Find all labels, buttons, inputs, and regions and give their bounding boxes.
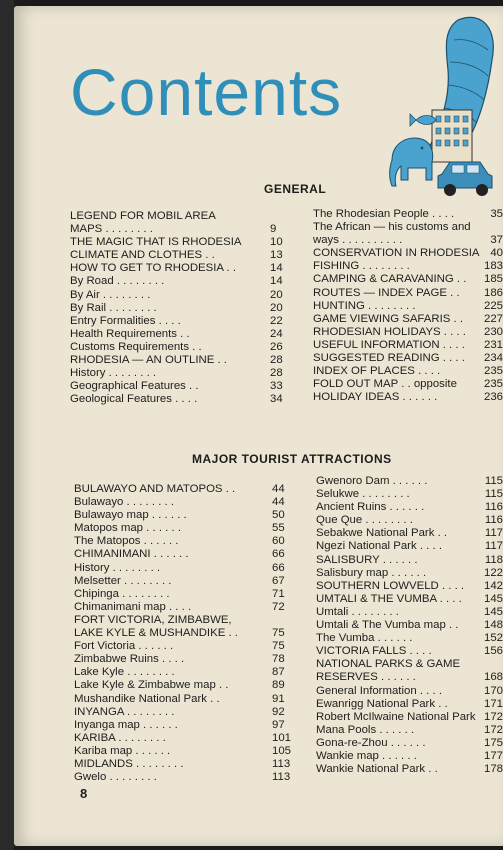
toc-entry	[74, 706, 284, 719]
toc-entry-label: Entry Formalities . . . .	[70, 314, 181, 327]
toc-entry-page: 235	[483, 378, 503, 391]
toc-entry-label: The Matopos . . . . . .	[74, 535, 179, 548]
toc-entry-label: Ngezi National Park . . . .	[316, 540, 442, 553]
toc-entry	[316, 685, 503, 698]
toc-entry-label: Inyanga map . . . . . .	[74, 718, 178, 731]
toc-entry	[70, 210, 280, 223]
toc-entry	[74, 719, 284, 732]
toc-entry	[313, 273, 503, 286]
toc-entry-page: 89	[272, 679, 285, 692]
toc-entry-page: 97	[272, 718, 285, 731]
toc-entry	[313, 247, 503, 260]
toc-entry	[313, 326, 503, 339]
toc-entry-label: KARIBA . . . . . . . .	[74, 731, 166, 744]
toc-entry-label: INDEX OF PLACES . . . .	[313, 365, 441, 378]
toc-entry-label: Selukwe . . . . . . . .	[316, 488, 410, 501]
toc-entry-label: Gwelo . . . . . . . .	[74, 771, 157, 784]
toc-entry-label: THE MAGIC THAT IS RHODESIA	[70, 236, 242, 249]
toc-entry	[70, 223, 280, 236]
toc-entry-page: 50	[272, 509, 285, 522]
toc-entry-label: Gona-re-Zhou . . . . . .	[316, 736, 426, 749]
toc-entry	[316, 750, 503, 763]
toc-entry	[316, 698, 503, 711]
toc-entry-page: 91	[272, 692, 285, 705]
toc-entry-page: 33	[270, 380, 283, 393]
toc-entry-page: 40	[490, 247, 503, 260]
toc-entry-page: 78	[272, 653, 285, 666]
toc-entry-page: 26	[270, 340, 283, 353]
toc-entry-page: 55	[272, 522, 285, 535]
toc-entry	[316, 527, 503, 540]
toc-entry-label: The African — his customs and	[313, 221, 471, 234]
toc-entry-label: By Road . . . . . . . .	[70, 275, 165, 288]
toc-entry	[74, 548, 284, 561]
toc-entry-page: 168	[483, 671, 503, 684]
toc-entry-page: 115	[484, 475, 503, 487]
toc-entry	[316, 514, 503, 527]
toc-entry-page: 92	[272, 705, 285, 718]
toc-entry	[70, 275, 283, 288]
toc-entry-label: Geographical Features . .	[70, 380, 199, 393]
toc-entry	[316, 645, 503, 658]
toc-entry	[316, 580, 503, 593]
toc-entry	[316, 567, 503, 580]
toc-entry	[70, 327, 283, 341]
toc-entry-label: Wankie map . . . . . .	[316, 749, 417, 762]
section-heading-major-attractions: MAJOR TOURIST ATTRACTIONS	[192, 452, 392, 466]
general-left-column	[70, 210, 283, 406]
toc-entry-label: Ewanrigg National Park . .	[316, 697, 448, 710]
page-title: Contents	[70, 55, 343, 129]
toc-entry-label: Robert McIlwaine National Park	[316, 710, 476, 723]
toc-entry-label: Chimanimani map . . . .	[74, 600, 192, 613]
toc-entry	[70, 314, 283, 328]
toc-entry-label: Mana Pools . . . . . .	[316, 723, 415, 736]
toc-entry-page: 186	[483, 286, 503, 299]
toc-entry	[316, 711, 503, 724]
toc-entry	[313, 352, 503, 365]
toc-entry-page: 142	[483, 579, 503, 592]
toc-entry-label: Zimbabwe Ruins . . . .	[74, 653, 185, 666]
toc-entry-page: 115	[484, 488, 503, 501]
toc-entry-label: CHIMANIMANI . . . . . .	[74, 548, 189, 561]
toc-entry-label: By Rail . . . . . . . .	[70, 301, 157, 314]
toc-entry-page: 14	[270, 275, 283, 288]
toc-entry-label: LEGEND FOR MOBIL AREA	[70, 210, 216, 222]
toc-entry-label: MIDLANDS . . . . . . . .	[74, 757, 184, 770]
toc-entry-label: Bulawayo . . . . . . . .	[74, 496, 175, 509]
toc-entry-page: 105	[272, 744, 292, 757]
toc-entry	[313, 391, 503, 404]
toc-entry	[316, 593, 503, 606]
major-left-column	[74, 483, 292, 784]
toc-entry	[74, 771, 291, 784]
toc-entry-page: 34	[270, 393, 283, 406]
toc-entry-label: CAMPING & CARAVANING . .	[313, 273, 467, 286]
toc-entry-label: Sebakwe National Park . .	[316, 527, 448, 540]
toc-entry	[316, 501, 503, 514]
toc-entry	[70, 236, 283, 249]
toc-entry	[74, 614, 284, 627]
toc-entry-page: 10	[270, 236, 283, 249]
toc-entry-page: 116	[484, 501, 503, 514]
toc-entry-page: 71	[272, 587, 285, 600]
toc-entry-label: Umtali & The Vumba map . .	[316, 619, 459, 632]
toc-entry	[70, 340, 283, 354]
toc-entry-page: 236	[483, 391, 503, 404]
toc-entry	[316, 724, 503, 737]
section-heading-general: GENERAL	[264, 182, 327, 196]
toc-entry-label: Kariba map . . . . . .	[74, 744, 171, 757]
toc-entry	[74, 693, 284, 706]
toc-entry	[74, 588, 284, 601]
toc-entry	[313, 378, 503, 391]
toc-entry-page: 183	[483, 260, 503, 273]
toc-entry-label: SALISBURY . . . . . .	[316, 553, 418, 566]
toc-entry-page: 66	[272, 548, 285, 561]
toc-entry-label: BULAWAYO AND MATOPOS . .	[74, 483, 236, 495]
toc-entry	[316, 671, 503, 684]
toc-entry	[316, 737, 503, 750]
toc-entry-label: SOUTHERN LOWVELD . . . .	[316, 579, 465, 592]
toc-entry-label: Que Que . . . . . . . .	[316, 514, 413, 527]
toc-entry-page: 113	[272, 757, 291, 770]
toc-entry-label: Mushandike National Park . .	[74, 692, 220, 705]
toc-entry-label: The Vumba . . . . . .	[316, 632, 413, 645]
toc-entry-page: 148	[483, 619, 503, 632]
toc-entry-label: History . . . . . . . .	[70, 367, 157, 380]
toc-entry-label: RHODESIAN HOLIDAYS . . . .	[313, 325, 466, 338]
toc-entry-label: The Rhodesian People . . . .	[313, 208, 455, 220]
toc-entry	[70, 249, 283, 262]
toc-entry-label: Ancient Ruins . . . . . .	[316, 501, 425, 514]
toc-entry-page: 230	[483, 325, 503, 338]
toc-entry-page: 101	[272, 731, 292, 744]
toc-entry-page: 234	[483, 352, 503, 365]
toc-entry	[313, 300, 503, 313]
toc-entry	[313, 234, 503, 247]
toc-entry-label: Umtali . . . . . . . .	[316, 605, 399, 618]
toc-entry-label: Geological Features . . . .	[70, 393, 198, 406]
toc-entry-page: 172	[483, 710, 503, 723]
toc-entry-page: 117	[484, 540, 503, 553]
toc-entry-page: 9	[270, 223, 277, 236]
toc-entry-label: FISHING . . . . . . . .	[313, 260, 410, 273]
toc-entry	[70, 262, 283, 275]
toc-entry-label: HOW TO GET TO RHODESIA . .	[70, 262, 237, 275]
toc-entry-label: Customs Requirements . .	[70, 340, 202, 353]
toc-entry	[74, 509, 284, 522]
toc-entry-page: 152	[483, 632, 503, 645]
toc-entry-label: GAME VIEWING SAFARIS . .	[313, 312, 464, 325]
toc-entry-page: 145	[483, 592, 503, 605]
toc-entry	[74, 496, 284, 509]
toc-entry	[74, 562, 284, 575]
toc-entry	[70, 380, 283, 393]
toc-entry	[70, 367, 283, 380]
toc-entry	[74, 575, 284, 588]
toc-entry-page: 178	[483, 763, 503, 776]
major-right-column	[316, 475, 503, 776]
toc-entry-label: INYANGA . . . . . . . .	[74, 705, 175, 718]
book-page	[14, 6, 503, 846]
toc-entry-page: 20	[270, 288, 283, 301]
toc-entry-label: MAPS . . . . . . . .	[70, 223, 153, 236]
toc-entry	[70, 393, 283, 406]
toc-entry-page: 14	[270, 262, 283, 275]
toc-entry-label: Chipinga . . . . . . . .	[74, 587, 170, 600]
toc-entry-label: General Information . . . .	[316, 684, 442, 697]
toc-entry-page: 66	[272, 561, 285, 574]
toc-entry-page: 60	[272, 535, 285, 548]
toc-entry-label: FOLD OUT MAP . . opposite	[313, 378, 457, 391]
book-spine-shadow	[0, 0, 14, 850]
toc-entry	[74, 535, 284, 548]
toc-entry-page: 117	[484, 527, 503, 540]
toc-entry-page: 185	[483, 273, 503, 286]
toc-entry-label: ways . . . . . . . . . .	[313, 234, 403, 247]
toc-entry	[316, 540, 503, 553]
toc-entry-label: VICTORIA FALLS . . . .	[316, 645, 432, 658]
toc-entry-page: 75	[272, 640, 285, 653]
toc-entry-page: 44	[272, 483, 285, 495]
toc-entry-page: 24	[270, 327, 283, 340]
toc-entry	[74, 640, 284, 653]
toc-entry-label: NATIONAL PARKS & GAME	[316, 658, 461, 671]
toc-entry	[316, 632, 503, 645]
toc-entry-page: 20	[270, 301, 283, 314]
toc-entry	[313, 208, 503, 221]
toc-entry-page: 72	[272, 600, 285, 613]
page-number: 8	[80, 786, 88, 801]
toc-entry-label: RESERVES . . . . . .	[316, 671, 416, 684]
toc-entry-page: 35	[490, 208, 503, 220]
toc-entry	[74, 679, 284, 692]
toc-entry-page: 122	[483, 566, 503, 579]
toc-entry-label: Lake Kyle & Zimbabwe map . .	[74, 679, 229, 692]
toc-entry	[313, 221, 503, 234]
toc-entry	[313, 365, 503, 378]
toc-entry	[313, 260, 503, 273]
toc-entry-label: FORT VICTORIA, ZIMBABWE,	[74, 613, 232, 626]
toc-entry	[74, 757, 291, 771]
toc-entry	[313, 339, 503, 352]
toc-entry	[70, 354, 283, 367]
toc-entry-label: SUGGESTED READING . . . .	[313, 352, 465, 365]
toc-entry-page: 156	[483, 645, 503, 658]
cornucopia-illustration	[388, 10, 500, 200]
toc-entry-label: Salisbury map . . . . . .	[316, 566, 427, 579]
toc-entry-page: 175	[483, 736, 503, 749]
toc-entry-page: 44	[272, 496, 285, 509]
toc-entry-label: USEFUL INFORMATION . . . .	[313, 338, 465, 351]
toc-entry-page: 118	[484, 553, 503, 566]
toc-entry-page: 37	[490, 234, 503, 247]
toc-entry-label: HOLIDAY IDEAS . . . . . .	[313, 391, 438, 404]
toc-entry-page: 116	[484, 514, 503, 527]
toc-entry-label: Wankie National Park . .	[316, 763, 438, 776]
toc-entry	[316, 619, 503, 632]
toc-entry-label: LAKE KYLE & MUSHANDIKE . .	[74, 627, 238, 640]
toc-entry-page: 145	[483, 605, 503, 618]
toc-entry	[74, 653, 284, 666]
toc-entry-page: 87	[272, 666, 285, 679]
toc-entry-label: By Air . . . . . . . .	[70, 288, 151, 301]
toc-entry-page: 225	[483, 299, 503, 312]
toc-entry-page: 177	[483, 749, 503, 762]
toc-entry-page: 113	[272, 771, 291, 784]
toc-entry-label: Gwenoro Dam . . . . . .	[316, 475, 428, 487]
toc-entry-page: 172	[483, 723, 503, 736]
toc-entry	[70, 301, 283, 315]
toc-entry	[316, 554, 503, 567]
toc-entry	[74, 744, 292, 758]
toc-entry	[74, 627, 284, 640]
toc-entry	[313, 287, 503, 300]
toc-entry-label: ROUTES — INDEX PAGE . .	[313, 286, 460, 299]
toc-entry-page: 171	[483, 697, 503, 710]
toc-entry-label: Bulawayo map . . . . . .	[74, 509, 187, 522]
toc-entry	[74, 522, 284, 535]
toc-entry-label: Fort Victoria . . . . . .	[74, 640, 174, 653]
toc-entry-page: 170	[483, 684, 503, 697]
general-right-column	[313, 208, 503, 404]
toc-entry-page: 22	[270, 314, 283, 327]
toc-entry	[74, 731, 292, 745]
toc-entry-page: 28	[270, 367, 283, 380]
toc-entry-page: 227	[483, 312, 503, 325]
toc-entry-label: UMTALI & THE VUMBA . . . .	[316, 592, 462, 605]
toc-entry	[316, 488, 503, 501]
toc-entry-label: History . . . . . . . .	[74, 561, 161, 574]
toc-entry-page: 235	[483, 365, 503, 378]
toc-entry-label: CONSERVATION IN RHODESIA	[313, 247, 480, 260]
toc-entry-label: Matopos map . . . . . .	[74, 522, 181, 535]
toc-entry	[316, 606, 503, 619]
toc-entry	[316, 475, 503, 488]
toc-entry-page: 67	[272, 574, 285, 587]
toc-entry-label: HUNTING . . . . . . . .	[313, 299, 416, 312]
toc-entry-page: 231	[483, 338, 503, 351]
toc-entry-page: 28	[270, 354, 283, 367]
toc-entry-page: 13	[270, 249, 283, 262]
toc-entry-label: RHODESIA — AN OUTLINE . .	[70, 354, 227, 367]
toc-entry-label: Lake Kyle . . . . . . . .	[74, 666, 175, 679]
toc-entry-label: CLIMATE AND CLOTHES . .	[70, 249, 215, 262]
toc-entry-label: Melsetter . . . . . . . .	[74, 574, 172, 587]
toc-entry	[70, 288, 283, 302]
toc-entry	[74, 666, 284, 679]
toc-entry	[74, 483, 284, 496]
toc-entry	[316, 763, 503, 776]
toc-entry	[74, 601, 284, 614]
toc-entry	[316, 658, 503, 671]
toc-entry-label: Health Requirements . .	[70, 327, 190, 340]
toc-entry-page: 75	[272, 627, 285, 640]
toc-entry	[313, 313, 503, 326]
